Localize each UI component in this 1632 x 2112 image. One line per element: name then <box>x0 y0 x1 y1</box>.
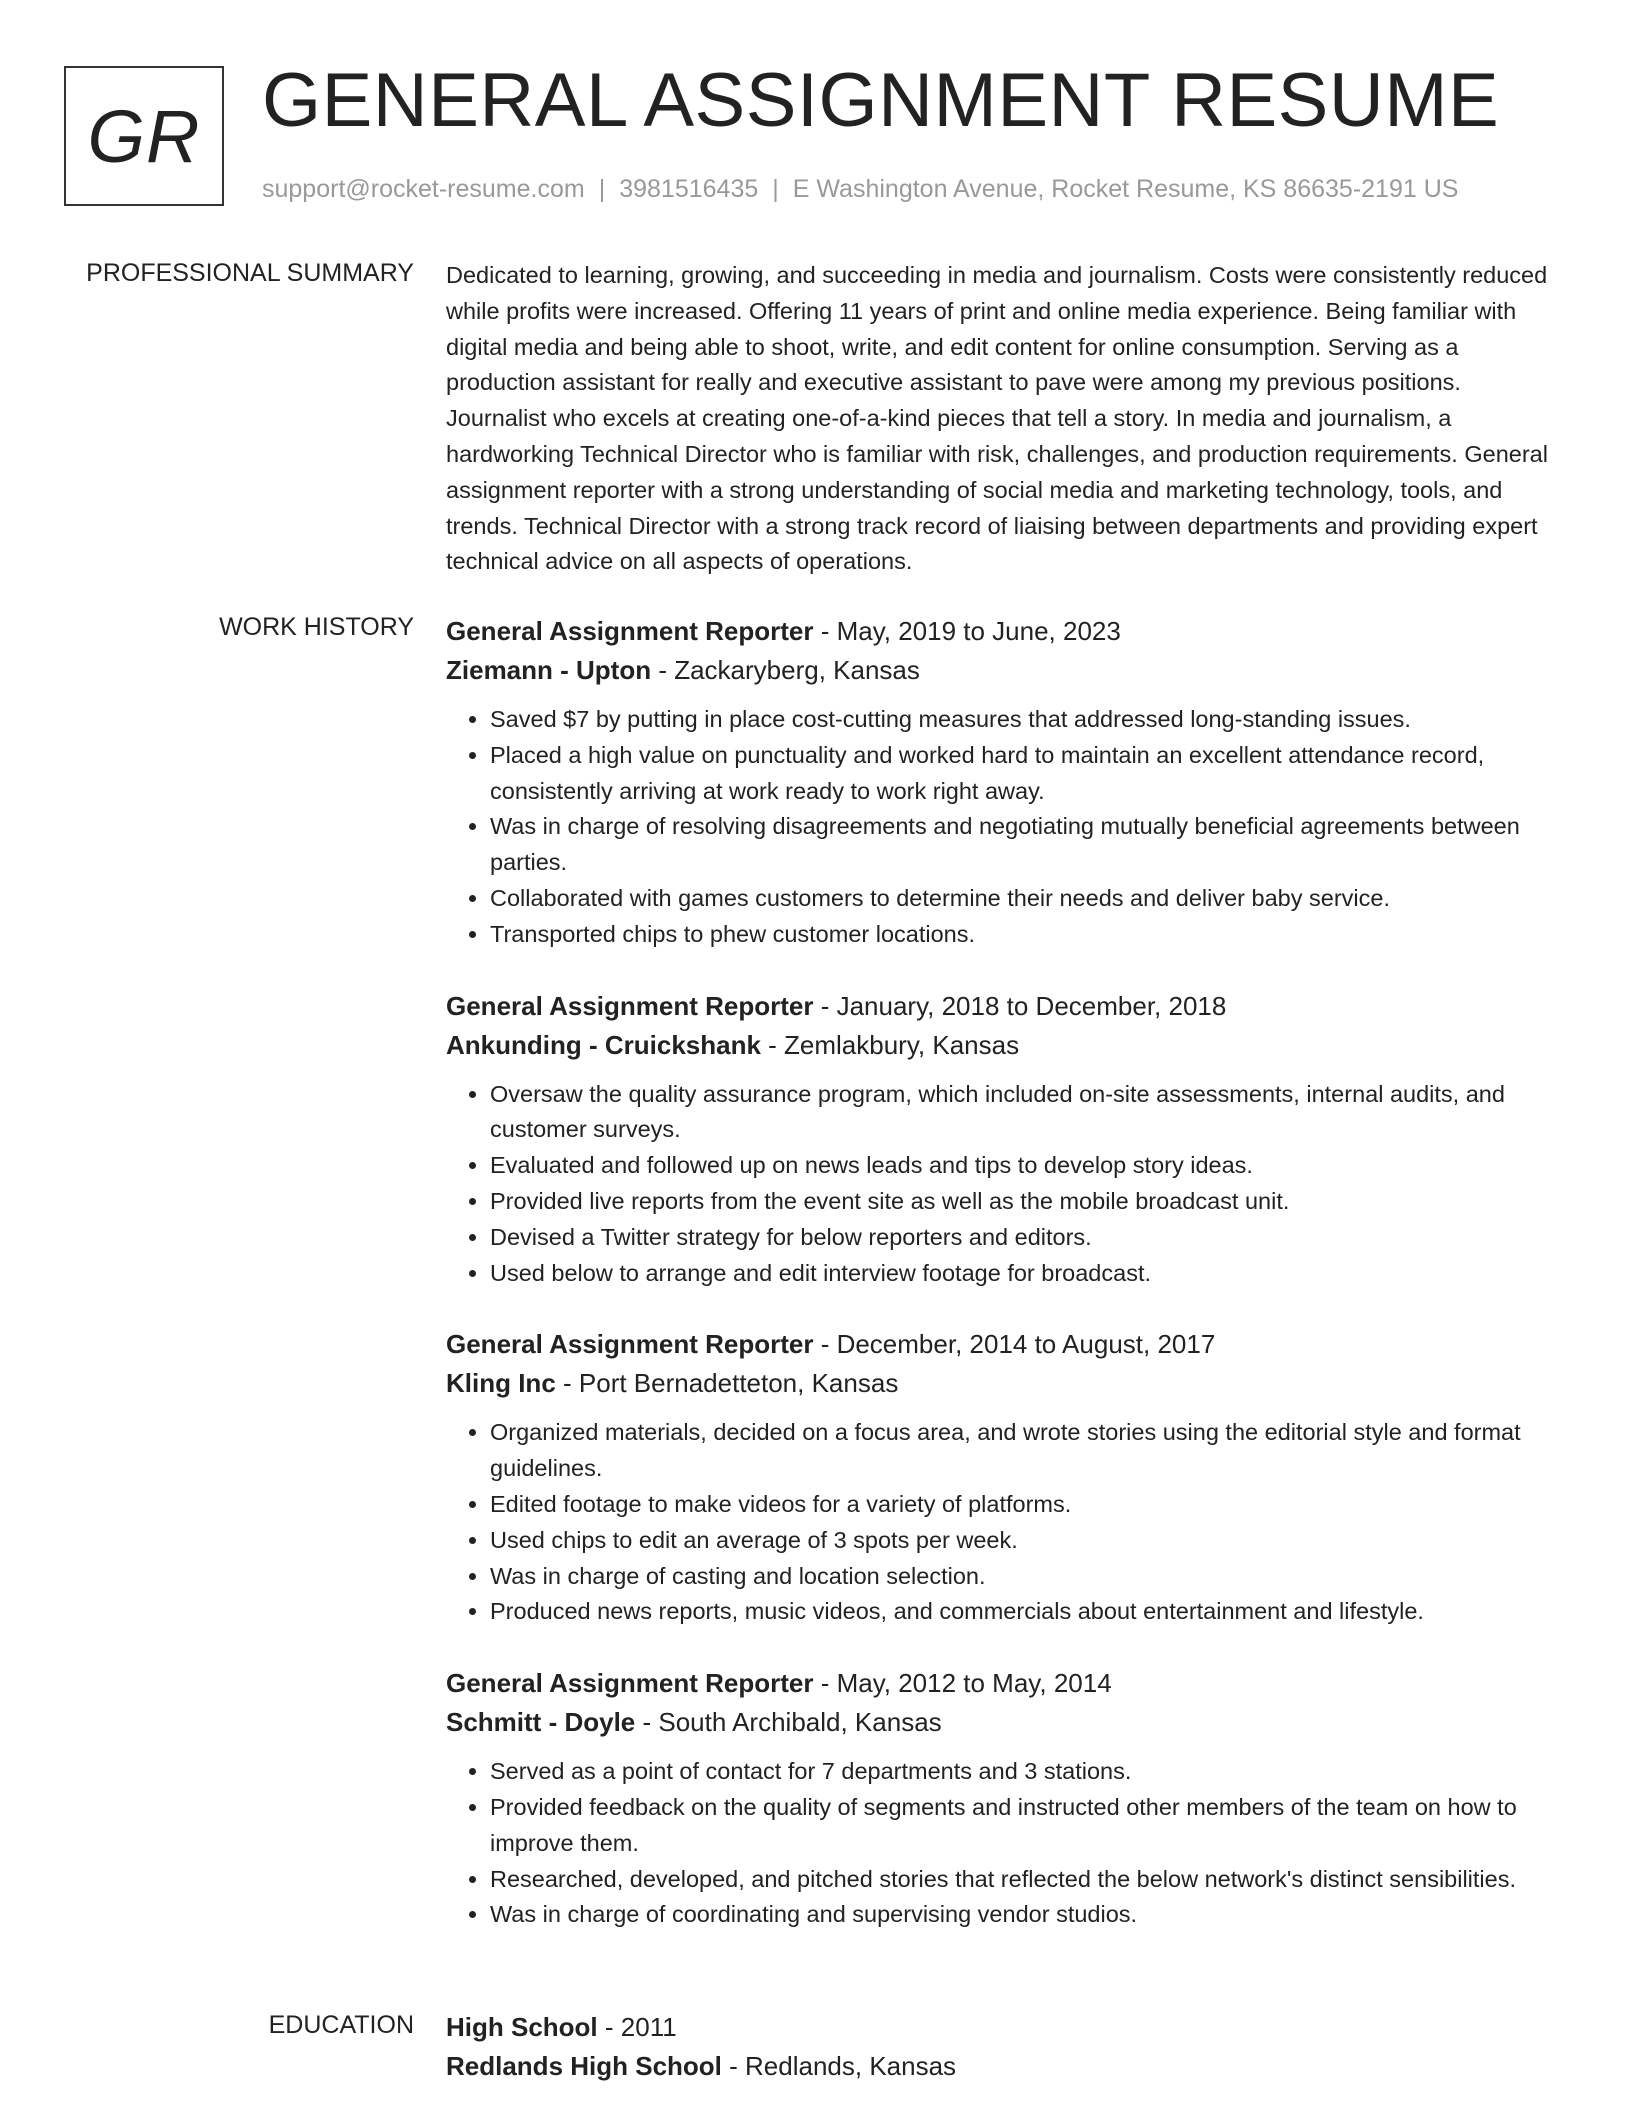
job-title: General Assignment Reporter <box>446 616 814 646</box>
contact-separator: | <box>598 175 606 203</box>
job-title: General Assignment Reporter <box>446 1668 814 1699</box>
education-school-line <box>446 2047 1556 2086</box>
job-bullet: • Provided live reports from the event site as well as the mobile broadcast unit. <box>490 1184 1556 1220</box>
job-bullets <box>446 1077 1556 1292</box>
job-bullet: • Oversaw the quality assurance program, which included on-site assessments, internal audits, and customer surveys. <box>490 1077 1556 1149</box>
job-title: General Assignment Reporter <box>446 1329 814 1360</box>
job-entry <box>446 987 1556 1292</box>
work-history-body <box>446 612 1556 1967</box>
job-location: - Zemlakbury, Kansas <box>760 1029 1020 1060</box>
education-degree-line <box>446 2008 1556 2047</box>
job-company: Kling Inc <box>446 1368 556 1399</box>
job-bullet: • Was in charge of coordinating and supervising vendor studios. <box>490 1897 1556 1933</box>
job-dates: - May, 2019 to June, 2023 <box>813 616 1121 646</box>
job-bullet: • Saved $7 by putting in place cost-cutting measures that addressed long-standing issues. <box>490 702 1556 738</box>
job-title: General Assignment Reporter <box>446 990 814 1021</box>
job-company: Schmitt - Doyle <box>446 1707 636 1738</box>
summary-body <box>446 258 1556 580</box>
summary-text: Dedicated to learning, growing, and succeeding in media and journalism. Costs were consistently reduced while profits were increased. Offering 11 years of print and online media experience. Being familiar with digital media and being able to shoot, write, and edit content for online consumption. Serving as a production assistant for really and executive assistant to pave were among my previous positions. Journalist who excels at creating one-of-a-kind pieces that tell a story. In media and journalism, a hardworking Technical Director who is familiar with risk, challenges, and production requirements. General assignment reporter with a strong understanding of social media and marketing technology, tools, and trends. Technical Director with a strong track record of liaising between departments and providing expert technical advice on all aspects of operations. <box>446 262 1548 575</box>
job-title-line <box>446 987 1556 1026</box>
job-bullet: • Devised a Twitter strategy for below reporters and editors. <box>490 1220 1556 1256</box>
section-label-summary: PROFESSIONAL SUMMARY <box>86 259 414 287</box>
job-bullet: • Researched, developed, and pitched stories that reflected the below network's distinct sensibilities. <box>490 1862 1556 1898</box>
job-entry <box>446 612 1556 953</box>
job-company-line <box>446 1703 1556 1742</box>
job-title-line <box>446 1664 1556 1703</box>
job-bullet: • Was in charge of resolving disagreements and negotiating mutually beneficial agreements between parties. <box>490 809 1556 881</box>
job-location: - South Archibald, Kansas <box>635 1707 942 1738</box>
resume-title: GENERAL ASSIGNMENT RESUME <box>262 58 1500 143</box>
job-company: Ziemann - Upton <box>446 655 652 685</box>
monogram: GR <box>64 66 224 206</box>
job-entry <box>446 1325 1556 1630</box>
education-school: Redlands High School <box>446 2051 722 2081</box>
contact-separator: | <box>772 175 779 203</box>
job-dates: - May, 2012 to May, 2014 <box>813 1668 1112 1699</box>
job-location: - Zackaryberg, Kansas <box>651 655 920 685</box>
job-title-line <box>446 1325 1556 1364</box>
job-dates: - January, 2018 to December, 2018 <box>813 990 1227 1021</box>
contact-phone: 3981516435 <box>619 175 759 203</box>
job-bullet: • Produced news reports, music videos, and commercials about entertainment and lifestyle. <box>490 1594 1556 1630</box>
job-title-line <box>446 612 1556 651</box>
job-bullet: • Transported chips to phew customer locations. <box>490 917 1556 953</box>
job-company: Ankunding - Cruickshank <box>446 1029 761 1060</box>
job-company-line <box>446 1026 1556 1065</box>
job-location: - Port Bernadetteton, Kansas <box>555 1368 899 1399</box>
job-company-line <box>446 651 1556 690</box>
section-label-education: EDUCATION <box>268 2011 414 2039</box>
education-body <box>446 2008 1556 2086</box>
job-bullet: • Collaborated with games customers to determine their needs and deliver baby service. <box>490 881 1556 917</box>
job-bullet: • Used chips to edit an average of 3 spots per week. <box>490 1523 1556 1559</box>
section-label-work-history: WORK HISTORY <box>219 613 414 641</box>
education-year: - 2011 <box>597 2012 677 2042</box>
job-bullet: • Served as a point of contact for 7 departments and 3 stations. <box>490 1754 1556 1790</box>
job-bullets <box>446 1415 1556 1630</box>
education-location: - Redlands, Kansas <box>721 2051 957 2081</box>
job-company-line <box>446 1364 1556 1403</box>
job-bullet: • Used below to arrange and edit interview footage for broadcast. <box>490 1256 1556 1292</box>
contact-line <box>262 174 1458 204</box>
job-bullets <box>446 702 1556 953</box>
job-bullet: • Placed a high value on punctuality and worked hard to maintain an excellent attendance record, consistently arriving at work ready to work right away. <box>490 738 1556 810</box>
job-bullet: • Evaluated and followed up on news leads and tips to develop story ideas. <box>490 1148 1556 1184</box>
contact-address: E Washington Avenue, Rocket Resume, KS 86635-2191 US <box>792 175 1459 203</box>
job-bullet: • Organized materials, decided on a focus area, and wrote stories using the editorial style and format guidelines. <box>490 1415 1556 1487</box>
education-degree: High School <box>446 2012 598 2042</box>
job-bullet: • Edited footage to make videos for a variety of platforms. <box>490 1487 1556 1523</box>
job-bullet: • Was in charge of casting and location selection. <box>490 1559 1556 1595</box>
job-dates: - December, 2014 to August, 2017 <box>813 1329 1216 1360</box>
job-bullet: • Provided feedback on the quality of segments and instructed other members of the team on how to improve them. <box>490 1790 1556 1862</box>
job-entry <box>446 1664 1556 1933</box>
contact-email: support@rocket-resume.com <box>262 175 585 203</box>
job-bullets <box>446 1754 1556 1933</box>
